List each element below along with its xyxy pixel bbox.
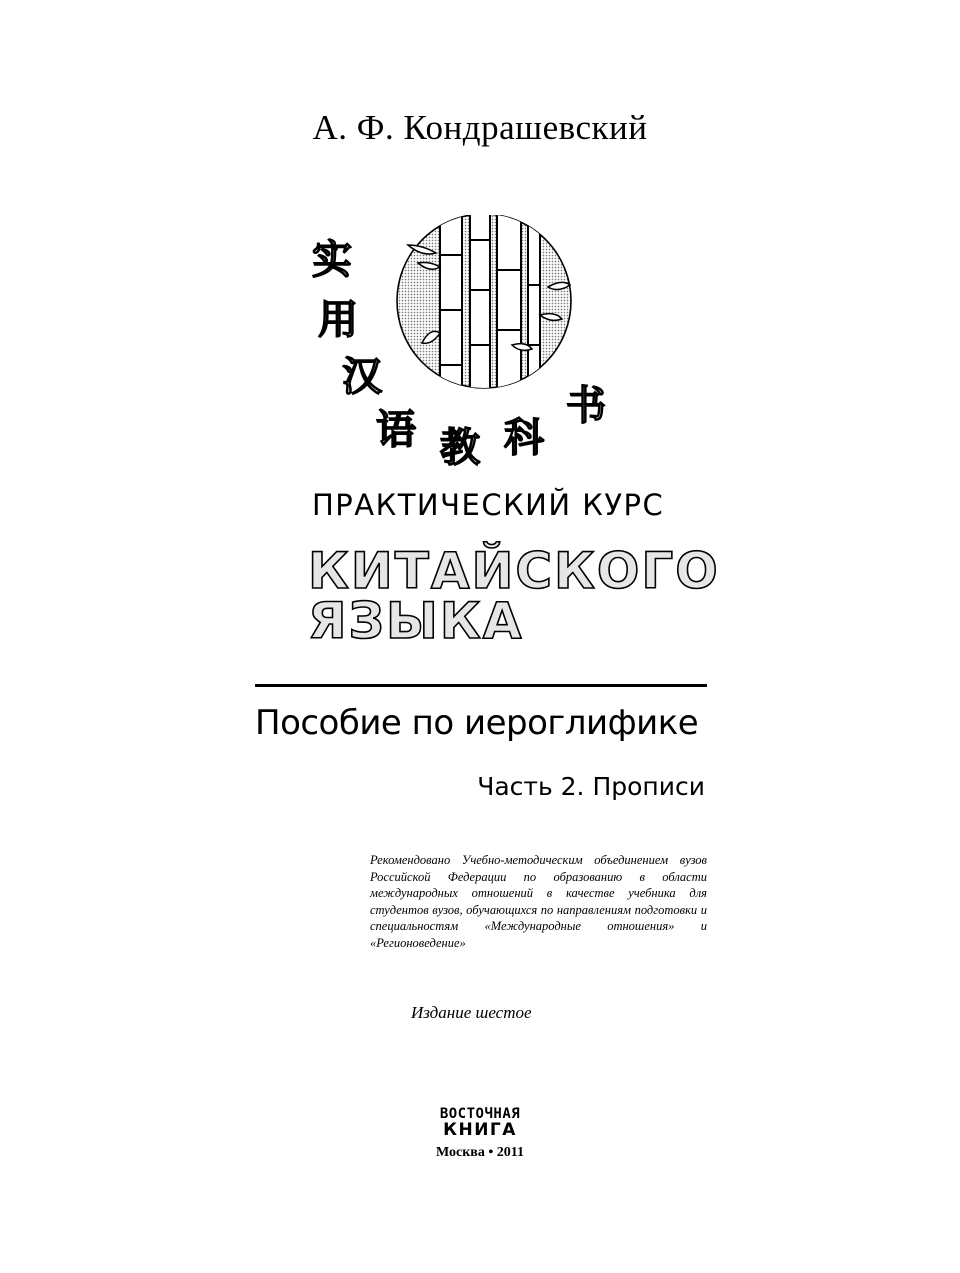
publisher-logo — [428, 1104, 532, 1138]
chinese-char-1: 实 — [312, 237, 352, 283]
series-subtitle: ПРАКТИЧЕСКИЙ КУРС — [312, 488, 665, 522]
chinese-char-5: 教 — [440, 425, 480, 471]
chinese-char-4: 语 — [376, 407, 416, 453]
imprint-city-year: Москва • 2011 — [436, 1145, 524, 1160]
publisher-logo-line-2: КНИГА — [443, 1120, 517, 1138]
bamboo-emblem — [290, 215, 640, 475]
author-name: А. Ф. Кондрашевский — [312, 108, 648, 147]
title-divider — [255, 684, 707, 687]
chinese-char-3: 汉 — [342, 354, 382, 400]
series-title-line-2: ЯЗЫКА — [308, 592, 524, 650]
book-part: Часть 2. Прописи — [477, 772, 705, 801]
edition-label: Издание шестое — [411, 1003, 532, 1022]
publisher-logo-line-1: ВОСТОЧНАЯ — [439, 1106, 521, 1122]
chinese-char-6: 科 — [504, 415, 544, 461]
book-title: Пособие по иероглифике — [255, 703, 699, 743]
recommendation-note: Рекомендовано Учебно-методическим объединением вузов Российской Федерации по образованию в области международных отношений в качестве учебника для студентов вузов, обучающихся по направлениям подготовки и специальностям «Международные отношения» и «Регионоведение» — [370, 853, 707, 950]
chinese-char-2: 用 — [318, 297, 358, 343]
chinese-char-7: 书 — [566, 383, 606, 429]
series-title-line-1: КИТАЙСКОГО — [308, 542, 720, 600]
